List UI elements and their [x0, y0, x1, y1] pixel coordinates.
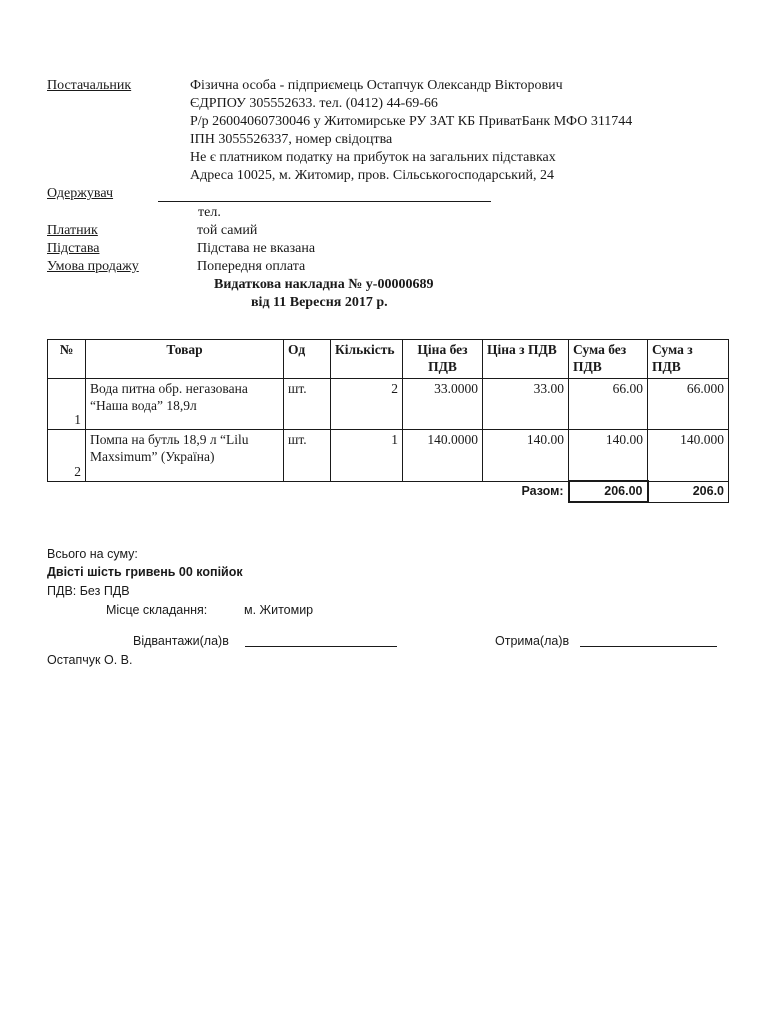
supplier-line-5: Не є платником податку на прибуток на загальних підставках — [190, 150, 556, 165]
place-label: Місце складання: — [106, 603, 208, 617]
terms-label: Умова продажу — [47, 259, 139, 274]
col-header-unit: Од — [284, 340, 331, 379]
col-header-num: № — [48, 340, 86, 379]
row-sum-vat: 66.000 — [648, 379, 729, 430]
basis-label: Підстава — [47, 241, 100, 256]
supplier-label: Постачальник — [47, 78, 132, 93]
row-price-vat: 33.00 — [483, 379, 569, 430]
supplier-line-4: ІПН 3055526337, номер свідоцтва — [190, 132, 393, 147]
shipped-label: Відвантажи(ла)в — [133, 634, 229, 648]
row-product: Вода питна обр. негазована “Наша вода” 18,9л — [86, 379, 284, 430]
row-qty: 1 — [331, 430, 403, 482]
document-title: Видаткова накладна № у-00000689 — [214, 277, 434, 292]
row-qty: 2 — [331, 379, 403, 430]
col-header-price-vat: Ціна з ПДВ — [483, 340, 569, 379]
total-row — [48, 481, 729, 502]
table-row — [48, 430, 729, 482]
total-label: Разом: — [521, 483, 564, 498]
col-header-sum-vat: Сума з ПДВ — [648, 340, 729, 379]
total-vat: 206.0 — [648, 481, 729, 502]
supplier-line-6: Адреса 10025, м. Житомир, пров. Сільськогосподарський, 24 — [190, 168, 554, 183]
basis-value: Підстава не вказана — [197, 241, 316, 256]
document-date: від 11 Вересня 2017 р. — [251, 295, 388, 310]
shipped-signature-line — [245, 646, 397, 647]
row-num: 1 — [48, 379, 86, 430]
table-header-row — [48, 340, 729, 379]
vat-text: ПДВ: Без ПДВ — [47, 584, 130, 598]
total-no-vat: 206.00 — [569, 481, 648, 502]
row-sum-vat: 140.000 — [648, 430, 729, 482]
col-header-sum-no-vat: Сума без ПДВ — [569, 340, 648, 379]
col-header-qty: Кількість — [331, 340, 403, 379]
table-row — [48, 379, 729, 430]
received-label: Отрима(ла)в — [495, 634, 570, 648]
payer-label: Платник — [47, 223, 98, 238]
row-sum-no-vat: 66.00 — [569, 379, 648, 430]
phone-label: тел. — [198, 205, 221, 220]
supplier-line-1: Фізична особа - підприємець Остапчук Олександр Вікторович — [190, 78, 563, 93]
signer-name: Остапчук О. В. — [47, 653, 133, 667]
recipient-line — [158, 201, 491, 202]
payer-value: той самий — [197, 223, 258, 238]
row-price-vat: 140.00 — [483, 430, 569, 482]
row-price-no-vat: 33.0000 — [403, 379, 483, 430]
col-header-product: Товар — [86, 340, 284, 379]
row-sum-no-vat: 140.00 — [569, 430, 648, 482]
col-header-price-no-vat: Ціна без ПДВ — [403, 340, 483, 379]
row-product: Помпа на бутль 18,9 л “Lilu Maxsimum” (Україна) — [86, 430, 284, 482]
total-sum-label: Всього на суму: — [47, 547, 138, 561]
terms-value: Попередня оплата — [197, 259, 306, 274]
items-table — [47, 339, 729, 503]
recipient-label: Одержувач — [47, 186, 114, 201]
row-unit: шт. — [284, 379, 331, 430]
row-num: 2 — [48, 430, 86, 482]
row-price-no-vat: 140.0000 — [403, 430, 483, 482]
received-signature-line — [580, 646, 717, 647]
supplier-line-3: Р/р 26004060730046 у Житомирське РУ ЗАТ КБ ПриватБанк МФО 311744 — [190, 114, 633, 129]
place-value: м. Житомир — [244, 603, 314, 617]
supplier-line-2: ЄДРПОУ 305552633. тел. (0412) 44-69-66 — [190, 96, 438, 111]
amount-in-words: Двісті шість гривень 00 копійок — [47, 565, 243, 579]
row-unit: шт. — [284, 430, 331, 482]
